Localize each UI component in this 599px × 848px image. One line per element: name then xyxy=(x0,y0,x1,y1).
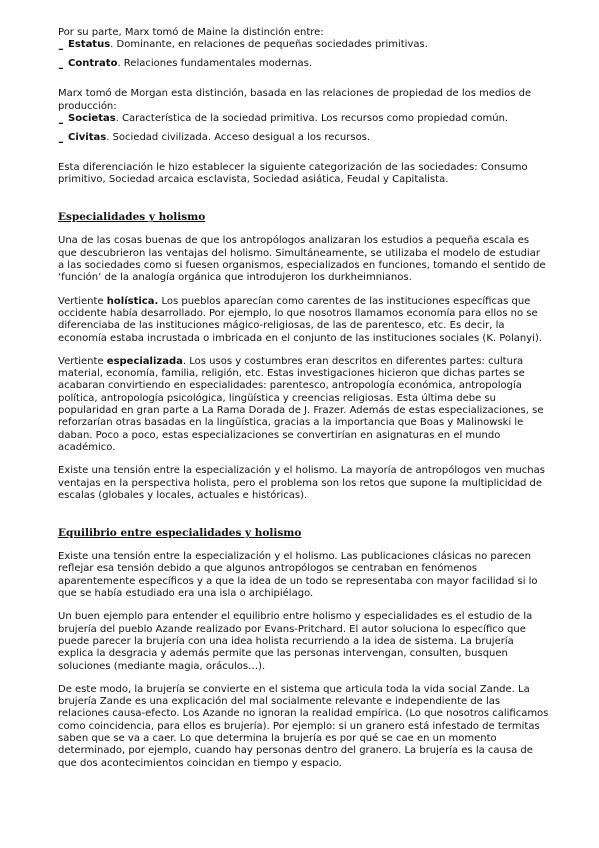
morgan-intro: Marx tomó de Morgan esta distinción, basada en las relaciones de propiedad de los medios de producción: xyxy=(58,88,532,112)
term-contrato: Contrato xyxy=(68,58,118,70)
term-especializada: especializada xyxy=(106,355,183,367)
paragraph-holistica: Vertiente holística. Los pueblos aparecían como carentes de las instituciones específicas que occidente había desarrollado. Por ejemplo, lo que nosotros llamamos economía para ellos no se diferenciaba de las instituciones mágico-religiosas, de las de parentesco, etc. Es decir, la economía estaba incrustada o imbricada en el conjunto de las instituciones sociales (K. Polanyi). xyxy=(58,295,543,344)
definition-contrato: . Relaciones fundamentales modernas. xyxy=(117,58,313,70)
bullet-dash: - xyxy=(58,39,64,59)
paragraph: De este modo, la brujería se convierte en el sistema que articula toda la vida social Zande. La brujería Zande es una explicación del mal socialmente relevante e independiente de las relaciones causa-efecto. Los Azande no ignoran la realidad empírica. (Lo que nosotros calificamos como coincidencia, para ellos es brujería). Por ejemplo: si un granero está infestado de termitas saben que se va a caer. Lo que determina la brujería es por qué se cae en un momento determinado, por ejemplo, cuando hay personas dentro del granero. La brujería es la causa de que dos acontecimientos coincidan en tiempo y espacio. xyxy=(58,683,549,769)
term-civitas: Civitas xyxy=(68,131,107,143)
section-heading-especialidades: Especialidades y holismo xyxy=(58,211,206,224)
list-item-estatus xyxy=(58,39,549,58)
paragraph-especializada: Vertiente especializada. Los usos y costumbres eran descritos en diferentes partes: cultura material, economía, familia, religión, etc. Estas investigaciones hicieron que dichas partes se acabaran convirtiendo en especialidades: parentesco, antropología económica, antropología política, antropología psicológica, lingüística y creencias religiosas. Esta última debe su popularidad en gran parte a La Rama Dorada de J. Frazer. Además de estas especializaciones, se reforzarían otras basadas en la lingüística, gracias a la importancia que Boas y Malinowski le daban. Poco a poco, estas especializaciones se convertirían en asignaturas en el mundo académico. xyxy=(58,355,544,453)
categorization-paragraph: Esta diferenciación le hizo establecer la siguiente categorización de las sociedades: Consumo primitivo, Sociedad arcaica esclavista, Sociedad asiática, Feudal y Capitalista. xyxy=(58,161,528,186)
definition-estatus: . Dominante, en relaciones de pequeñas sociedades primitivas. xyxy=(110,39,428,51)
paragraph: Una de las cosas buenas de que los antropólogos analizaran los estudios a pequeña escala es que descubrieron las ventajas del holismo. Simultáneamente, se utilizaba el modelo de estudiar a las sociedades como si fuesen organismos, especializados en funciones, tomando el sentido de ‘función’ de la analogía orgánica que introdujeron los durkheimnianos. xyxy=(58,235,546,284)
list-item-civitas xyxy=(58,132,549,151)
definition-societas: . Característica de la sociedad primitiva. Los recursos como propiedad común. xyxy=(115,112,509,124)
term-holistica: holística. xyxy=(106,295,159,307)
paragraph: Un buen ejemplo para entender el equilibrio entre holismo y especialidades es el estudio de la brujería del pueblo Azande realizado por Evans-Pritchard. El autor soluciona lo específico que puede parecer la brujería con una idea holista recurriendo a la idea de sistema. La brujería explica la desgracia y además permite que las personas intervengan, consulten, busquen soluciones (mediante magia, oráculos…). xyxy=(58,611,533,672)
paragraph: Existe una tensión entre la especialización y el holismo. Las publicaciones clásicas no parecen reflejar esa tensión debido a que algunos antropólogos se centraban en fenómenos aparentemente específicos y a que la idea de un todo se representaba con mayor facilidad si lo que se había estudiado era una isla o archipiélago. xyxy=(58,551,538,600)
list-item-societas xyxy=(58,113,549,132)
bullet-dash: - xyxy=(58,131,64,151)
definition-civitas: . Sociedad civilizada. Acceso desigual a los recursos. xyxy=(106,131,371,143)
paragraph: Existe una tensión entre la especialización y el holismo. La mayoría de antropólogos ven muchas ventajas en la perspectiva holista, pero el problema son los retos que supone la multiplicidad de escalas (globales y locales, actuales e históricas). xyxy=(58,465,545,501)
maine-intro: Por su parte, Marx tomó de Maine la distinción entre: xyxy=(58,27,324,38)
term-estatus: Estatus xyxy=(68,39,111,51)
term-societas: Societas xyxy=(68,112,116,124)
section-heading-equilibrio: Equilibrio entre especialidades y holismo xyxy=(58,527,302,540)
bullet-dash: - xyxy=(58,112,64,132)
list-item-contrato xyxy=(58,58,549,77)
bullet-dash: - xyxy=(58,58,64,78)
